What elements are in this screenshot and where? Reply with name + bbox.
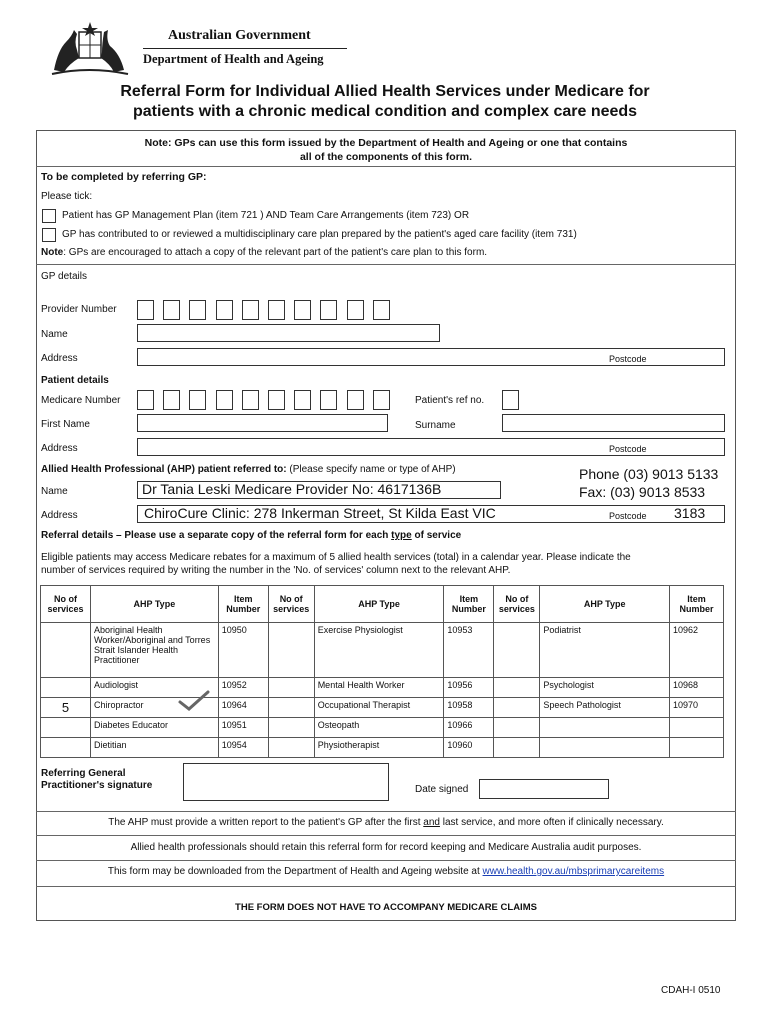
divider	[36, 811, 736, 812]
ahp-type-cell: Audiologist	[90, 678, 218, 698]
department-name: Department of Health and Ageing	[143, 52, 324, 66]
retain-notice: Allied health professionals should retain this referral form for record keeping and Medicare Australia audit purposes.	[130, 842, 642, 853]
ahp-type-cell: Dietitian	[90, 738, 218, 758]
medicare-number-digit-box[interactable]	[242, 390, 259, 410]
signature-label-line-1: Referring General	[41, 768, 126, 779]
ahp-fax: Fax: (03) 9013 8533	[579, 484, 706, 500]
patient-ref-label: Patient's ref no.	[415, 395, 485, 406]
attach-note-text: : GPs are encouraged to attach a copy of the relevant part of the patient's care plan to this form.	[63, 247, 488, 258]
option-care-plan-label: GP has contributed to or reviewed a multidisciplinary care plan prepared by the patient's aged care facility (item 731)	[62, 229, 577, 240]
header-divider	[143, 48, 347, 49]
gp-address-label: Address	[41, 353, 78, 364]
divider	[36, 264, 736, 265]
no-of-services-cell[interactable]	[268, 698, 314, 718]
signature-label	[41, 768, 152, 792]
medicare-number-digit-box[interactable]	[163, 390, 180, 410]
no-of-services-cell[interactable]	[494, 698, 540, 718]
no-of-services-cell[interactable]	[41, 623, 91, 678]
table-header-cell: AHP Type	[314, 586, 444, 623]
provider-number-digit-box[interactable]	[189, 300, 206, 320]
divider	[36, 835, 736, 836]
medicare-number-digit-box[interactable]	[216, 390, 233, 410]
date-signed-field[interactable]	[479, 779, 609, 799]
table-row	[41, 623, 724, 678]
no-of-services-cell[interactable]	[41, 718, 91, 738]
please-tick-label: Please tick:	[41, 191, 93, 202]
patient-postcode-label: Postcode	[609, 444, 647, 454]
provider-number-digit-box[interactable]	[320, 300, 337, 320]
table-header-cell: AHP Type	[90, 586, 218, 623]
ahp-postcode-label: Postcode	[609, 511, 647, 521]
medicare-number-digit-box[interactable]	[268, 390, 285, 410]
item-number-cell: 10970	[670, 698, 724, 718]
medicare-number-digit-box[interactable]	[320, 390, 337, 410]
no-of-services-cell[interactable]	[494, 678, 540, 698]
signature-field[interactable]	[183, 763, 389, 801]
no-of-services-cell	[494, 738, 540, 758]
provider-number-digit-box[interactable]	[294, 300, 311, 320]
provider-number-label: Provider Number	[41, 304, 117, 315]
no-of-services-cell[interactable]	[268, 678, 314, 698]
divider	[36, 166, 736, 167]
no-of-services-cell[interactable]	[41, 678, 91, 698]
provider-number-digit-box[interactable]	[163, 300, 180, 320]
checkmark-icon	[177, 690, 211, 712]
gp-section-heading: To be completed by referring GP:	[41, 171, 207, 183]
option-gp-management-label: Patient has GP Management Plan (item 721 ) AND Team Care Arrangements (item 723) OR	[62, 210, 470, 221]
ahp-type-cell: Exercise Physiologist	[314, 623, 444, 678]
item-number-cell: 10952	[218, 678, 268, 698]
ahp-type-cell: Osteopath	[314, 718, 444, 738]
coat-of-arms-icon	[44, 20, 134, 80]
medicare-number-digit-box[interactable]	[189, 390, 206, 410]
medicare-number-digit-box[interactable]	[294, 390, 311, 410]
referral-desc-line-2: number of services required by writing the number in the 'No. of services' column next to the relevant AHP.	[41, 565, 511, 576]
no-of-services-cell[interactable]	[494, 623, 540, 678]
attach-note	[41, 247, 487, 258]
gp-name-field[interactable]	[137, 324, 440, 342]
item-number-cell	[670, 738, 724, 758]
ahp-type-cell: Aboriginal Health Worker/Aboriginal and Torres Strait Islander Health Practitioner	[90, 623, 218, 678]
item-number-cell: 10960	[444, 738, 494, 758]
ahp-postcode-value: 3183	[674, 505, 706, 521]
ahp-address-label: Address	[41, 510, 78, 521]
referral-heading-post: of service	[411, 530, 462, 541]
ahp-type-cell: Psychologist	[540, 678, 670, 698]
table-header-cell: AHP Type	[540, 586, 670, 623]
option-care-plan-checkbox[interactable]	[42, 228, 56, 242]
table-row	[41, 678, 724, 698]
provider-number-digit-box[interactable]	[216, 300, 233, 320]
divider	[36, 860, 736, 861]
provider-number-digit-box[interactable]	[373, 300, 390, 320]
item-number-cell	[670, 718, 724, 738]
item-number-cell: 10958	[444, 698, 494, 718]
surname-field[interactable]	[502, 414, 725, 432]
title-line-1: Referral Form for Individual Allied Health Services under Medicare for	[120, 83, 650, 100]
date-signed-label: Date signed	[415, 784, 469, 795]
ahp-table	[40, 585, 724, 758]
medicare-number-digit-box[interactable]	[373, 390, 390, 410]
provider-number-digit-box[interactable]	[137, 300, 154, 320]
attach-note-bold: Note	[41, 247, 64, 258]
table-header-cell: Item Number	[670, 586, 724, 623]
first-name-label: First Name	[41, 419, 90, 430]
referral-desc-line-1: Eligible patients may access Medicare rebates for a maximum of 5 allied health services (total) in a calendar year. Please indicate the	[41, 552, 631, 563]
patient-details-heading: Patient details	[41, 375, 109, 386]
report-requirement	[36, 817, 736, 828]
table-header-row	[41, 586, 724, 623]
item-number-cell: 10956	[444, 678, 494, 698]
ahp-type-cell: Diabetes Educator	[90, 718, 218, 738]
item-number-cell: 10954	[218, 738, 268, 758]
form-title	[30, 82, 740, 122]
item-number-cell: 10951	[218, 718, 268, 738]
ahp-type-cell: Physiotherapist	[314, 738, 444, 758]
table-row	[41, 698, 724, 718]
no-of-services-cell[interactable]	[268, 623, 314, 678]
table-header-cell: No of services	[494, 586, 540, 623]
gp-name-label: Name	[41, 329, 68, 340]
download-notice	[36, 866, 736, 877]
item-number-cell: 10966	[444, 718, 494, 738]
provider-number-digit-box[interactable]	[268, 300, 285, 320]
report-and: and	[423, 817, 440, 828]
ahp-type-cell	[540, 718, 670, 738]
divider	[36, 886, 736, 887]
ahp-type-cell	[540, 738, 670, 758]
ahp-phone: Phone (03) 9013 5133	[579, 466, 719, 482]
referral-heading-pre: Referral details – Please use a separate copy of the referral form for each	[41, 530, 392, 541]
form-code: CDAH-I 0510	[661, 985, 721, 996]
no-of-services-cell[interactable]: 5	[41, 698, 91, 718]
note-line-2: all of the components of this form.	[299, 151, 473, 163]
no-of-services-cell[interactable]	[41, 738, 91, 758]
medicare-number-digit-box[interactable]	[347, 390, 364, 410]
download-link[interactable]: www.health.gov.au/mbsprimarycareitems	[482, 866, 665, 877]
government-name: Australian Government	[168, 28, 311, 43]
table-row	[41, 738, 724, 758]
claims-notice: THE FORM DOES NOT HAVE TO ACCOMPANY MEDICARE CLAIMS	[235, 902, 537, 913]
gp-details-heading: GP details	[41, 271, 87, 282]
option-gp-management-checkbox[interactable]	[42, 209, 56, 223]
no-of-services-cell[interactable]	[268, 718, 314, 738]
title-line-2: patients with a chronic medical condition and complex care needs	[132, 103, 638, 120]
ahp-name-label: Name	[41, 486, 68, 497]
ahp-heading-bold: Allied Health Professional (AHP) patient referred to:	[41, 464, 287, 475]
ahp-type-cell: Chiropractor	[90, 698, 218, 718]
provider-number-digit-box[interactable]	[242, 300, 259, 320]
report-pre: The AHP must provide a written report to the patient's GP after the first	[108, 817, 424, 828]
note-line-1: Note: GPs can use this form issued by the Department of Health and Ageing or one that contains	[144, 137, 628, 149]
referral-heading-type: type	[391, 530, 412, 541]
item-number-cell: 10950	[218, 623, 268, 678]
no-of-services-cell	[494, 718, 540, 738]
table-row	[41, 718, 724, 738]
no-of-services-cell[interactable]	[268, 738, 314, 758]
ahp-type-cell: Podiatrist	[540, 623, 670, 678]
ahp-name-value: Dr Tania Leski Medicare Provider No: 4617136B	[142, 481, 442, 497]
surname-label: Surname	[415, 420, 456, 431]
gp-postcode-label: Postcode	[609, 354, 647, 364]
note-block	[38, 136, 734, 164]
table-header-cell: No of services	[41, 586, 91, 623]
medicare-number-digit-box[interactable]	[137, 390, 154, 410]
referral-description	[41, 551, 631, 577]
report-post: last service, and more often if clinically necessary.	[439, 817, 664, 828]
table-header-cell: No of services	[268, 586, 314, 623]
item-number-cell: 10968	[670, 678, 724, 698]
signature-label-line-2: Practitioner's signature	[41, 780, 153, 791]
ahp-type-cell: Speech Pathologist	[540, 698, 670, 718]
patient-address-label: Address	[41, 443, 78, 454]
ahp-address-value: ChiroCure Clinic: 278 Inkerman Street, St Kilda East VIC	[144, 505, 496, 521]
item-number-cell: 10953	[444, 623, 494, 678]
ahp-type-cell: Mental Health Worker	[314, 678, 444, 698]
table-header-cell: Item Number	[444, 586, 494, 623]
item-number-cell: 10962	[670, 623, 724, 678]
table-header-cell: Item Number	[218, 586, 268, 623]
ahp-heading-note: (Please specify name or type of AHP)	[289, 464, 456, 475]
ahp-type-cell: Occupational Therapist	[314, 698, 444, 718]
download-pre: This form may be downloaded from the Department of Health and Ageing website at	[107, 866, 483, 877]
patient-ref-field[interactable]	[502, 390, 519, 410]
referral-heading	[41, 530, 461, 541]
first-name-field[interactable]	[137, 414, 388, 432]
provider-number-digit-box[interactable]	[347, 300, 364, 320]
medicare-number-label: Medicare Number	[41, 395, 121, 406]
item-number-cell: 10964	[218, 698, 268, 718]
ahp-heading	[41, 464, 456, 475]
